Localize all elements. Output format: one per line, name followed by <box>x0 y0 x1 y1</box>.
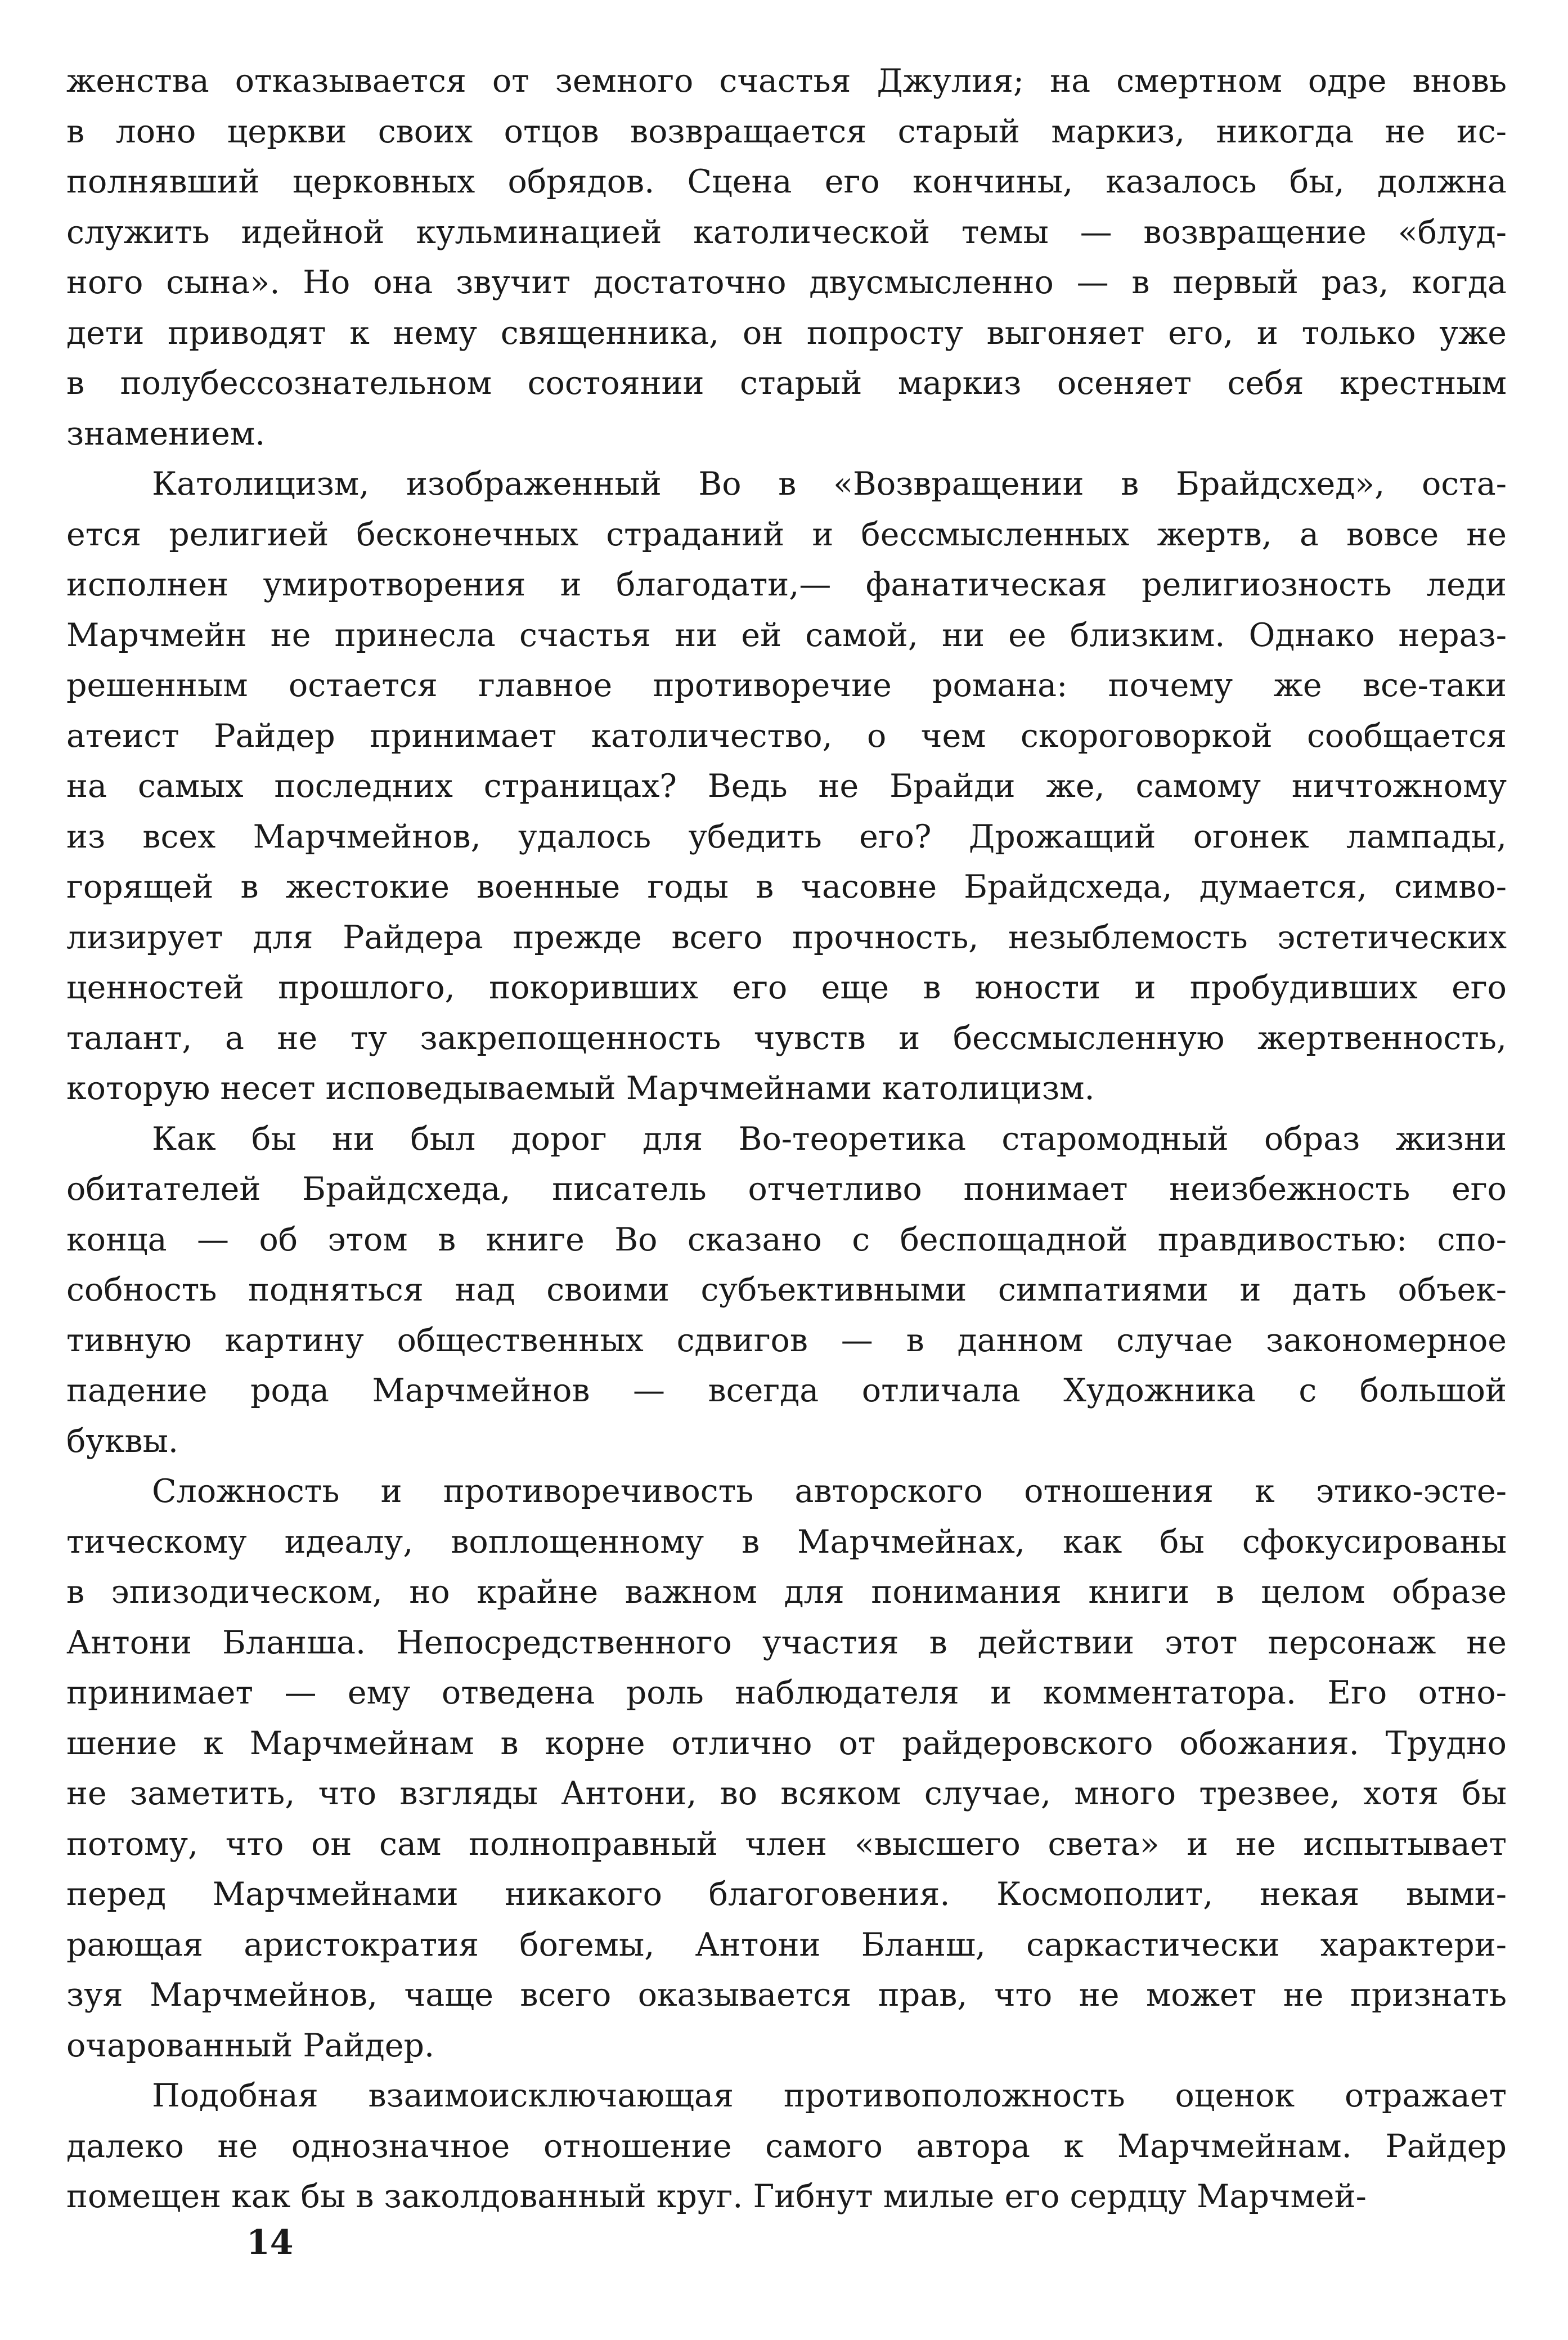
text-line: падение рода Марчмейнов — всегда отличала Художника с большой <box>66 1372 1507 1409</box>
text-line: собность подняться над своими субъективными симпатиями и дать объек- <box>66 1271 1507 1308</box>
paragraph <box>66 459 1507 1114</box>
text-line: очарованный Райдер. <box>66 2027 435 2064</box>
text-line: дети приводят к нему священника, он попросту выгоняет его, и только уже <box>66 314 1507 352</box>
text-line: в эпизодическом, но крайне важном для понимания книги в целом образе <box>66 1574 1507 1611</box>
text-line: ется религией бесконечных страданий и бессмысленных жертв, а вовсе не <box>66 515 1507 553</box>
paragraph <box>66 1467 1507 2071</box>
text-line: талант, а не ту закрепощенность чувств и бессмысленную жертвенность, <box>66 1019 1507 1057</box>
text-line: конца — об этом в книге Во сказано с беспощадной правдивостью: спо- <box>66 1221 1507 1258</box>
text-line: шение к Марчмейнам в корне отлично от райдеровского обожания. Трудно <box>66 1724 1507 1762</box>
paragraph <box>66 2071 1507 2222</box>
text-line: ценностей прошлого, покоривших его еще в юности и пробудивших его <box>66 969 1507 1006</box>
text-line: исполнен умиротворения и благодати,— фанатическая религиозность леди <box>66 566 1507 603</box>
text-line: лизирует для Райдера прежде всего прочность, незыблемость эстетических <box>66 918 1507 956</box>
text-line: в полубессознательном состоянии старый маркиз осеняет себя крестным <box>66 365 1507 402</box>
text-line: не заметить, что взгляды Антони, во всяком случае, много трезвее, хотя бы <box>66 1775 1507 1812</box>
text-line: Католицизм, изображенный Во в «Возвращении в Брайдсхед», оста- <box>152 465 1507 503</box>
text-line: помещен как бы в заколдованный круг. Гибнут милые его сердцу Марчмей- <box>66 2178 1367 2215</box>
text-line: решенным остается главное противоречие романа: почему же все-таки <box>66 667 1507 704</box>
page-body <box>66 56 1507 2222</box>
text-line: буквы. <box>66 1422 179 1460</box>
text-line: атеист Райдер принимает католичество, о чем скороговоркой сообщается <box>66 717 1507 755</box>
text-line: женства отказывается от земного счастья Джулия; на смертном одре вновь <box>66 62 1507 100</box>
text-line: полнявший церковных обрядов. Сцена его кончины, казалось бы, должна <box>66 163 1507 200</box>
paragraph <box>66 1114 1507 1467</box>
text-line: горящей в жестокие военные годы в часовне Брайдсхеда, думается, симво- <box>66 868 1507 905</box>
paragraph <box>66 56 1507 459</box>
text-line: тическому идеалу, воплощенному в Марчмейнах, как бы сфокусированы <box>66 1523 1507 1561</box>
text-line: ного сына». Но она звучит достаточно двусмысленно — в первый раз, когда <box>66 264 1507 301</box>
text-line: обитателей Брайдсхеда, писатель отчетливо понимает неизбежность его <box>66 1171 1507 1208</box>
text-line: принимает — ему отведена роль наблюдателя и комментатора. Его отно- <box>66 1674 1507 1711</box>
text-line: знамением. <box>66 415 266 452</box>
text-line: зуя Марчмейнов, чаще всего оказывается прав, что не может не признать <box>66 1976 1507 2014</box>
text-line: Марчмейн не принесла счастья ни ей самой, ни ее близким. Однако нераз- <box>66 616 1507 654</box>
text-line: далеко не однозначное отношение самого автора к Марчмейнам. Райдер <box>66 2127 1507 2165</box>
text-line: на самых последних страницах? Ведь не Брайди же, самому ничтожному <box>66 768 1507 805</box>
text-line: служить идейной кульминацией католической темы — возвращение «блуд- <box>66 213 1507 251</box>
text-line: которую несет исповедываемый Марчмейнами католицизм. <box>66 1070 1095 1107</box>
text-line: рающая аристократия богемы, Антони Бланш, саркастически характери- <box>66 1926 1507 1964</box>
text-line: перед Марчмейнами никакого благоговения. Космополит, некая выми- <box>66 1876 1507 1913</box>
text-line: Антони Бланша. Непосредственного участия в действии этот персонаж не <box>66 1624 1507 1661</box>
text-line: в лоно церкви своих отцов возвращается старый маркиз, никогда не ис- <box>66 113 1507 150</box>
text-line: Подобная взаимоисключающая противоположность оценок отражает <box>152 2077 1507 2114</box>
page-number: 14 <box>246 2223 294 2262</box>
text-line: Сложность и противоречивость авторского отношения к этико-эсте- <box>152 1473 1507 1510</box>
text-line: тивную картину общественных сдвигов — в данном случае закономерное <box>66 1321 1507 1359</box>
text-line: Как бы ни был дорог для Во-теоретика старомодный образ жизни <box>152 1120 1507 1158</box>
text-line: потому, что он сам полноправный член «высшего света» и не испытывает <box>66 1825 1507 1863</box>
text-line: из всех Марчмейнов, удалось убедить его? Дрожащий огонек лампады, <box>66 818 1507 855</box>
